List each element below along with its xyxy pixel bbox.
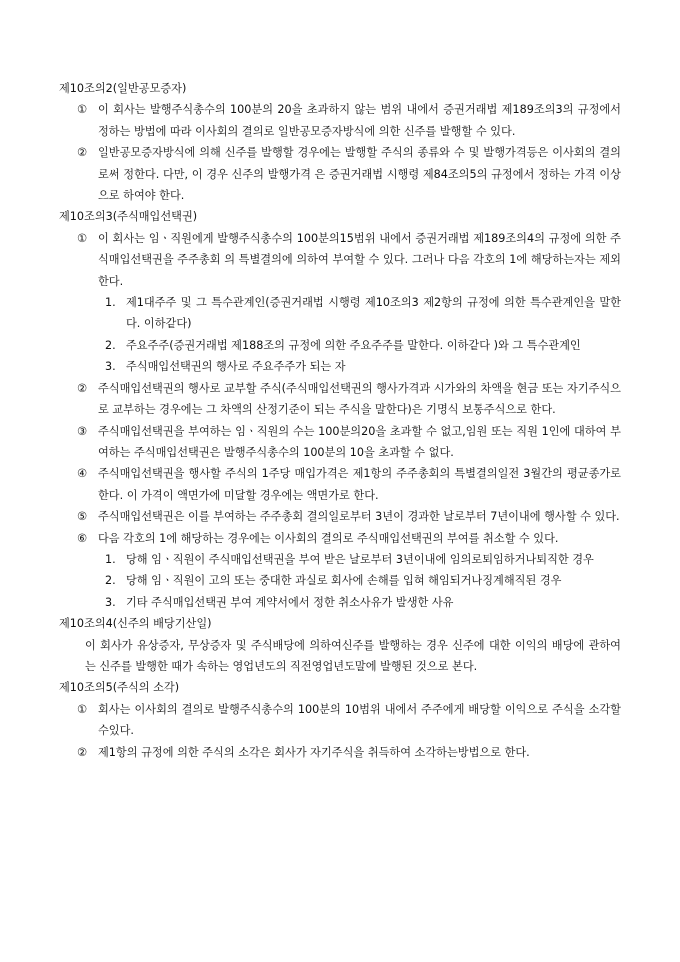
article: [59, 78, 621, 206]
article-heading: 제10조의2(일반공모증자): [59, 82, 187, 95]
paragraph-text: 다음 각호의 1에 해당하는 경우에는 이사회의 결의로 주식매입선택권의 부여를 취소할 수 있다.: [98, 531, 559, 545]
paragraph: [59, 99, 621, 142]
item-number: 2.: [105, 338, 116, 352]
paragraph-text: 일반공모증자방식에 의해 신주를 발행할 경우에는 발행할 주식의 종류와 수 및 발행가격등은 이사회의 결의로써 정한다. 다만, 이 경우 신주의 발행가격 은 증권거래법 시행령 제84조의5의 규정에서 정하는 가격 이상으로 하여야 한다.: [98, 146, 621, 203]
paragraph-text: 이 회사는 임ㆍ직원에게 발행주식총수의 100분의15범위 내에서 증권거래법 제189조의4의 규정에 의한 주식매입선택권을 주주총회 의 특별결의에 의하여 부여할 수 있다. 그러나 다음 각호의 1에 해당하는자는 제외한다.: [98, 231, 621, 288]
paragraph-marker: ②: [77, 381, 88, 395]
item-text: 제1대주주 및 그 특수관계인(증권거래법 시행령 제10조의3 제2항의 규정에 의한 특수관계인을 말한다. 이하같다): [126, 296, 621, 331]
item-text: 당해 임ㆍ직원이 주식매입선택권을 부여 받은 날로부터 3년이내에 임의로퇴임하거나퇴직한 경우: [126, 552, 594, 566]
list-item: [59, 335, 621, 356]
article-heading: 제10조의4(신주의 배당기산일): [59, 617, 212, 631]
item-number: 3.: [105, 595, 116, 609]
list-item: [59, 292, 621, 335]
item-number: 3.: [105, 360, 116, 374]
article: [59, 613, 621, 677]
paragraph: [59, 463, 621, 506]
list-item: [59, 592, 621, 613]
item-text: 주요주주(증권거래법 제188조의 규정에 의한 주요주주를 말한다. 이하같다 )와 그 특수관계인: [126, 338, 581, 352]
paragraph-marker: ①: [77, 231, 88, 245]
article-body-text: 이 회사가 유상증자, 무상증자 및 주식배당에 의하여신주를 발행하는 경우 신주에 대한 이익의 배당에 관하여는 신주를 발행한 때가 속하는 영업년도의 직전영업년도말에 발행된 것으로 본다.: [85, 638, 621, 673]
paragraph-text: 제1항의 규정에 의한 주식의 소각은 회사가 자기주식을 취득하여 소각하는방법으로 한다.: [98, 745, 530, 759]
paragraph-marker: ②: [77, 146, 88, 160]
paragraph-marker: ①: [77, 702, 88, 716]
paragraph-text: 회사는 이사회의 결의로 발행주식총수의 100분의 10범위 내에서 주주에게 배당할 이익으로 주식을 소각할 수있다.: [98, 702, 621, 738]
paragraph-marker: ①: [77, 103, 88, 117]
paragraph-marker: ②: [77, 745, 88, 759]
paragraph-marker: ⑥: [77, 531, 88, 545]
item-number: 1.: [105, 552, 116, 566]
paragraph: [59, 742, 621, 763]
item-number: 2.: [105, 574, 116, 588]
list-item: [59, 549, 621, 570]
paragraph-text: 주식매입선택권의 행사로 교부할 주식(주식매입선택권의 행사가격과 시가와의 차액을 현금 또는 자기주식으로 교부하는 경우에는 그 차액의 산정기준이 되는 주식을 말한다)은 기명식 보통주식으로 한다.: [98, 381, 621, 417]
list-item: [59, 570, 621, 591]
paragraph: [59, 421, 621, 464]
article: [59, 677, 621, 763]
paragraph-text: 주식매입선택권을 행사할 주식의 1주당 매입가격은 제1항의 주주총회의 특별결의일전 3월간의 평균종가로 한다. 이 가격이 액면가에 미달할 경우에는 액면가로 한다.: [98, 467, 621, 502]
paragraph-text: 이 회사는 발행주식총수의 100분의 20을 초과하지 않는 범위 내에서 증권거래법 제189조의3의 규정에서 정하는 방법에 따라 이사회의 결의로 일반공모증자방식에 의한 신주를 발행할 수 있다.: [98, 103, 621, 138]
paragraph: [59, 699, 621, 742]
list-item: [59, 356, 621, 377]
item-text: 당해 임ㆍ직원이 고의 또는 중대한 과실로 회사에 손해를 입혀 해임되거나징계해직된 경우: [126, 574, 562, 588]
document-body: [59, 78, 621, 763]
item-text: 주식매입선택권의 행사로 주요주주가 되는 자: [126, 360, 346, 374]
paragraph: [59, 142, 621, 206]
article-heading: 제10조의5(주식의 소각): [59, 681, 180, 695]
paragraph-marker: ⑤: [77, 510, 88, 524]
paragraph-text: 주식매입선택권을 부여하는 임ㆍ직원의 수는 100분의20을 초과할 수 없고,임원 또는 직원 1인에 대하여 부여하는 주식매입선택권은 발행주식총수의 100분의 10을 초과할 수 없다.: [98, 424, 621, 459]
paragraph-marker: ④: [77, 467, 88, 481]
paragraph: [59, 378, 621, 421]
paragraph-text: 주식매입선택권은 이를 부여하는 주주총회 결의일로부터 3년이 경과한 날로부터 7년이내에 행사할 수 있다.: [98, 510, 620, 524]
article-heading: 제10조의3(주식매입선택권): [59, 210, 198, 224]
item-number: 1.: [105, 296, 116, 310]
paragraph: [59, 506, 621, 527]
item-text: 기타 주식매입선택권 부여 계약서에서 정한 취소사유가 발생한 사유: [126, 595, 454, 609]
paragraph-marker: ③: [77, 424, 88, 438]
paragraph: [59, 228, 621, 292]
article: [59, 206, 621, 613]
paragraph: [59, 528, 621, 549]
